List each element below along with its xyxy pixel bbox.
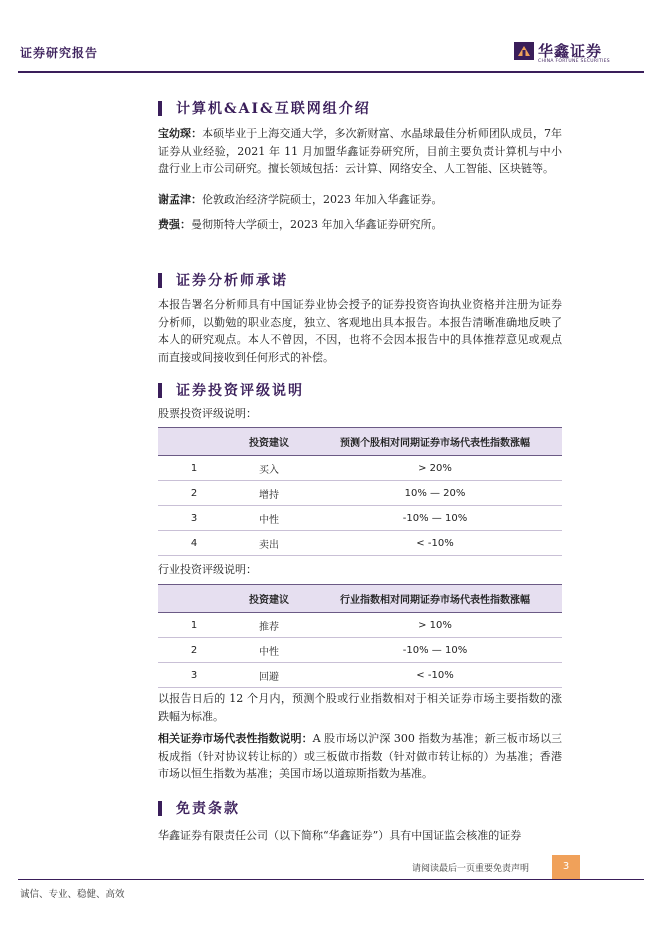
table-cell: > 20%	[308, 456, 562, 481]
section-bar-icon	[158, 101, 162, 116]
section-title: 免责条款	[176, 801, 240, 817]
logo-text-cn: 华鑫证券	[538, 42, 603, 60]
table-row	[158, 456, 562, 481]
stock-rating-table	[158, 427, 562, 556]
logo-text-en: CHINA FORTUNE SECURITIES	[538, 59, 610, 64]
header-divider	[18, 71, 644, 73]
member-name: 谢孟津：	[158, 193, 202, 206]
table-header-cell	[158, 428, 230, 456]
table-row	[158, 613, 562, 638]
table-cell: 回避	[230, 663, 308, 688]
table-cell: 2	[158, 638, 230, 663]
table-cell: 1	[158, 613, 230, 638]
stock-rating-label: 股票投资评级说明：	[158, 407, 257, 420]
member-bio	[158, 216, 562, 234]
disclaimer-reminder: 请阅读最后一页重要免责声明	[412, 864, 530, 874]
industry-rating-label: 行业投资评级说明：	[158, 563, 257, 576]
table-cell: 推荐	[230, 613, 308, 638]
rating-period-note: 以报告日后的 12 个月内，预测个股或行业指数相对于相关证券市场主要指数的涨跌幅为标准。	[158, 692, 562, 723]
company-logo	[514, 40, 634, 66]
table-row	[158, 663, 562, 688]
table-cell: 3	[158, 506, 230, 531]
footer-divider	[18, 879, 644, 880]
index-benchmark-text: A 股市场以沪深 300 指数为基准；新三板市场以三板成指（针对协议转让标的）或三板做市指数（针对做市转让标的）为基准；香港市场以恒生指数为基准；美国市场以道琼斯指数为基准。	[158, 732, 562, 780]
table-row	[158, 481, 562, 506]
report-type-label: 证券研究报告	[20, 46, 99, 60]
table-header-cell: 投资建议	[230, 585, 308, 613]
industry-rating-table	[158, 584, 562, 688]
member-bio-text: 伦敦政治经济学院硕士，2023 年加入华鑫证券。	[202, 193, 443, 206]
table-row	[158, 531, 562, 556]
team-section-heading	[158, 98, 371, 118]
table-cell: 3	[158, 663, 230, 688]
table-cell: < -10%	[308, 663, 562, 688]
table-header-cell	[158, 585, 230, 613]
table-header-row	[158, 428, 562, 456]
member-bio-text: 本硕毕业于上海交通大学，多次新财富、水晶球最佳分析师团队成员，7年证券从业经验，2021 年 11 月加盟华鑫证券研究所，目前主要负责计算机与中小盘行业上市公司研究。擅长领域包括：云计算、网络安全、人工智能、区块链等。	[158, 127, 563, 175]
table-header-cell: 预测个股相对同期证券市场代表性指数涨幅	[308, 428, 562, 456]
rating-section-heading	[158, 380, 304, 400]
table-cell: 增持	[230, 481, 308, 506]
commitment-text: 本报告署名分析师具有中国证券业协会授予的证券投资咨询执业资格并注册为证券分析师，以勤勉的职业态度，独立、客观地出具本报告。本报告清晰准确地反映了本人的研究观点。本人不曾因，不因，也将不会因本报告中的具体推荐意见或观点而直接或间接收到任何形式的补偿。	[158, 298, 562, 364]
table-cell: > 10%	[308, 613, 562, 638]
section-bar-icon	[158, 273, 162, 288]
table-cell: 2	[158, 481, 230, 506]
section-bar-icon	[158, 383, 162, 398]
member-bio	[158, 191, 562, 209]
commitment-section-heading	[158, 270, 288, 290]
company-motto: 诚信、专业、稳健、高效	[20, 889, 125, 900]
table-cell: 卖出	[230, 531, 308, 556]
table-cell: 4	[158, 531, 230, 556]
section-title: 证券投资评级说明	[176, 383, 304, 399]
table-row	[158, 638, 562, 663]
section-bar-icon	[158, 801, 162, 816]
page-number-badge: 3	[552, 855, 580, 879]
table-header-cell: 行业指数相对同期证券市场代表性指数涨幅	[308, 585, 562, 613]
table-cell: 中性	[230, 638, 308, 663]
table-cell: -10% — 10%	[308, 638, 562, 663]
index-benchmark-note	[158, 730, 562, 783]
section-title: 证券分析师承诺	[176, 273, 288, 289]
index-benchmark-label: 相关证券市场代表性指数说明：	[158, 732, 313, 745]
member-name: 宝幼琛：	[158, 127, 203, 140]
table-cell: 1	[158, 456, 230, 481]
logo-mark-icon	[514, 42, 534, 60]
member-bio	[158, 125, 562, 178]
table-cell: -10% — 10%	[308, 506, 562, 531]
table-header-cell: 投资建议	[230, 428, 308, 456]
table-cell: < -10%	[308, 531, 562, 556]
disclaimer-section-heading	[158, 798, 240, 818]
table-row	[158, 506, 562, 531]
disclaimer-text: 华鑫证券有限责任公司（以下简称“华鑫证券”）具有中国证监会核准的证券	[158, 829, 522, 842]
table-header-row	[158, 585, 562, 613]
section-title: 计算机&AI&互联网组介绍	[176, 101, 371, 117]
table-cell: 10% — 20%	[308, 481, 562, 506]
table-cell: 中性	[230, 506, 308, 531]
table-cell: 买入	[230, 456, 308, 481]
member-bio-text: 曼彻斯特大学硕士，2023 年加入华鑫证券研究所。	[191, 218, 443, 231]
member-name: 费强：	[158, 218, 191, 231]
page-header	[0, 0, 662, 72]
